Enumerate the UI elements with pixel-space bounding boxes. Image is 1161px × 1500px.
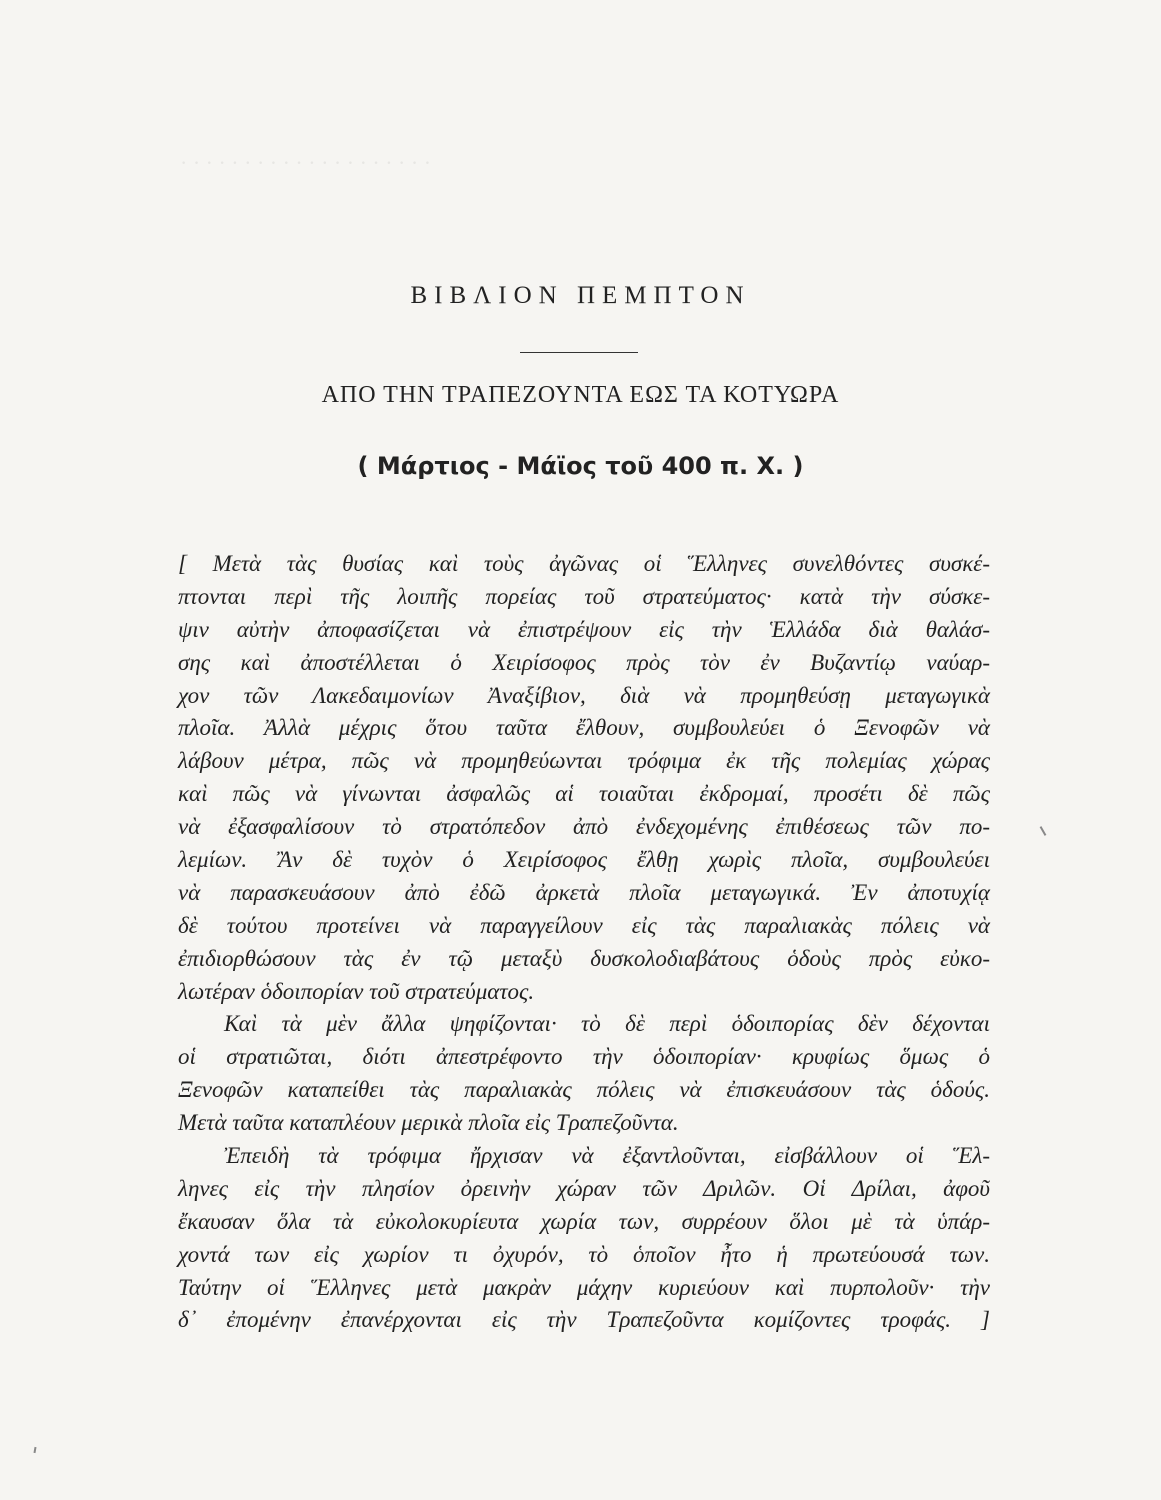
- summary-line: ψιν αὐτὴν ἀποφασίζεται νὰ ἐπιστρέψουν εἰς τὴν Ἑλλάδα διὰ θαλάσ-: [178, 616, 990, 642]
- summary-line: Καὶ τὰ μὲν ἄλλα ψηφίζονται· τὸ δὲ περὶ ὁδοιπορίας δὲν δέχονται: [224, 1011, 990, 1037]
- summary-line: νὰ παρασκευάσουν ἀπὸ ἐδῶ ἀρκετὰ πλοῖα μεταγωγικά. Ἐν ἀποτυχίᾳ: [178, 879, 990, 905]
- summary-line: καὶ πῶς νὰ γίνωνται ἀσφαλῶς αἱ τοιαῦται ἐκδρομαί, προσέτι δὲ πῶς: [178, 781, 990, 807]
- bleed-through-text: · · · · · · · · · · · · · · · · · · · ·: [180, 150, 432, 175]
- chapter-subtitle: ΑΠΟ ΤΗΝ ΤΡΑΠΕΖΟΥΝΤΑ ΕΩΣ ΤΑ ΚΟΤΥΩΡΑ: [321, 382, 840, 408]
- book-title: ΒΙΒΛΙΟΝ ΠΕΜΠΤΟΝ: [410, 282, 751, 309]
- paper-speck: [33, 1447, 36, 1453]
- summary-line: ληνες εἰς τὴν πλησίον ὀρεινὴν χώραν τῶν Δριλῶν. Οἱ Δρίλαι, ἀφοῦ: [178, 1175, 990, 1201]
- summary-line: πλοῖα. Ἀλλὰ μέχρις ὅτου ταῦτα ἔλθουν, συμβουλεύει ὁ Ξενοφῶν νὰ: [178, 715, 990, 741]
- paper-speck: [1040, 826, 1047, 836]
- summary-line: χον τῶν Λακεδαιμονίων Ἀναξίβιον, διὰ νὰ προμηθεύσῃ μεταγωγικὰ: [178, 682, 990, 708]
- summary-line: νὰ ἐξασφαλίσουν τὸ στρατόπεδον ἀπὸ ἐνδεχομένης ἐπιθέσεως τῶν πο-: [178, 814, 990, 840]
- summary-line: [ Μετὰ τὰς θυσίας καὶ τοὺς ἀγῶνας οἱ Ἕλληνες συνελθόντες συσκέ-: [178, 551, 990, 576]
- summary-paragraph: [178, 548, 990, 1337]
- summary-line: ἔκαυσαν ὅλα τὰ εὐκολοκυρίευτα χωρία των, συρρέουν ὅλοι μὲ τὰ ὑπάρ-: [178, 1208, 990, 1234]
- summary-line: λεμίων. Ἂν δὲ τυχὸν ὁ Χειρίσοφος ἔλθῃ χωρὶς πλοῖα, συμβουλεύει: [178, 847, 990, 873]
- summary-line: λωτέραν ὁδοιπορίαν τοῦ στρατεύματος.: [178, 978, 535, 1004]
- summary-line: Ταύτην οἱ Ἕλληνες μετὰ μακρὰν μάχην κυριεύουν καὶ πυρπολοῦν· τὴν: [178, 1274, 990, 1300]
- title-divider: [520, 352, 638, 353]
- summary-line: Ἐπειδὴ τὰ τρόφιμα ἤρχισαν νὰ ἐξαντλοῦνται, εἰσβάλλουν οἱ Ἕλ-: [224, 1143, 990, 1169]
- summary-line: δὲ τούτου προτείνει νὰ παραγγείλουν εἰς τὰς παραλιακὰς πόλεις νὰ: [178, 912, 990, 938]
- date-range: ( Μάρτιος - Μάϊος τοῦ 400 π. Χ. ): [357, 452, 804, 480]
- summary-line: πτονται περὶ τῆς λοιπῆς πορείας τοῦ στρατεύματος· κατὰ τὴν σύσκε-: [178, 583, 990, 609]
- summary-line: Μετὰ ταῦτα καταπλέουν μερικὰ πλοῖα εἰς Τραπεζοῦντα.: [178, 1110, 679, 1136]
- summary-line: Ξενοφῶν καταπείθει τὰς παραλιακὰς πόλεις νὰ ἐπισκευάσουν τὰς ὁδούς.: [178, 1077, 990, 1103]
- summary-line: οἱ στρατιῶται, διότι ἀπεστρέφοντο τὴν ὁδοιπορίαν· κρυφίως ὅμως ὁ: [178, 1044, 990, 1070]
- summary-line: δ᾽ ἐπομένην ἐπανέρχονται εἰς τὴν Τραπεζοῦντα κομίζοντες τροφάς. ]: [178, 1307, 990, 1333]
- summary-line: λάβουν μέτρα, πῶς νὰ προμηθεύωνται τρόφιμα ἐκ τῆς πολεμίας χώρας: [178, 748, 990, 774]
- summary-line: χοντά των εἰς χωρίον τι ὀχυρόν, τὸ ὁποῖον ἦτο ἡ πρωτεύουσά των.: [178, 1241, 990, 1267]
- summary-line: ἐπιδιορθώσουν τὰς ἐν τῷ μεταξὺ δυσκολοδιαβάτους ὁδοὺς πρὸς εὐκο-: [178, 945, 990, 971]
- summary-line: σης καὶ ἀποστέλλεται ὁ Χειρίσοφος πρὸς τὸν ἐν Βυζαντίῳ ναύαρ-: [178, 649, 990, 675]
